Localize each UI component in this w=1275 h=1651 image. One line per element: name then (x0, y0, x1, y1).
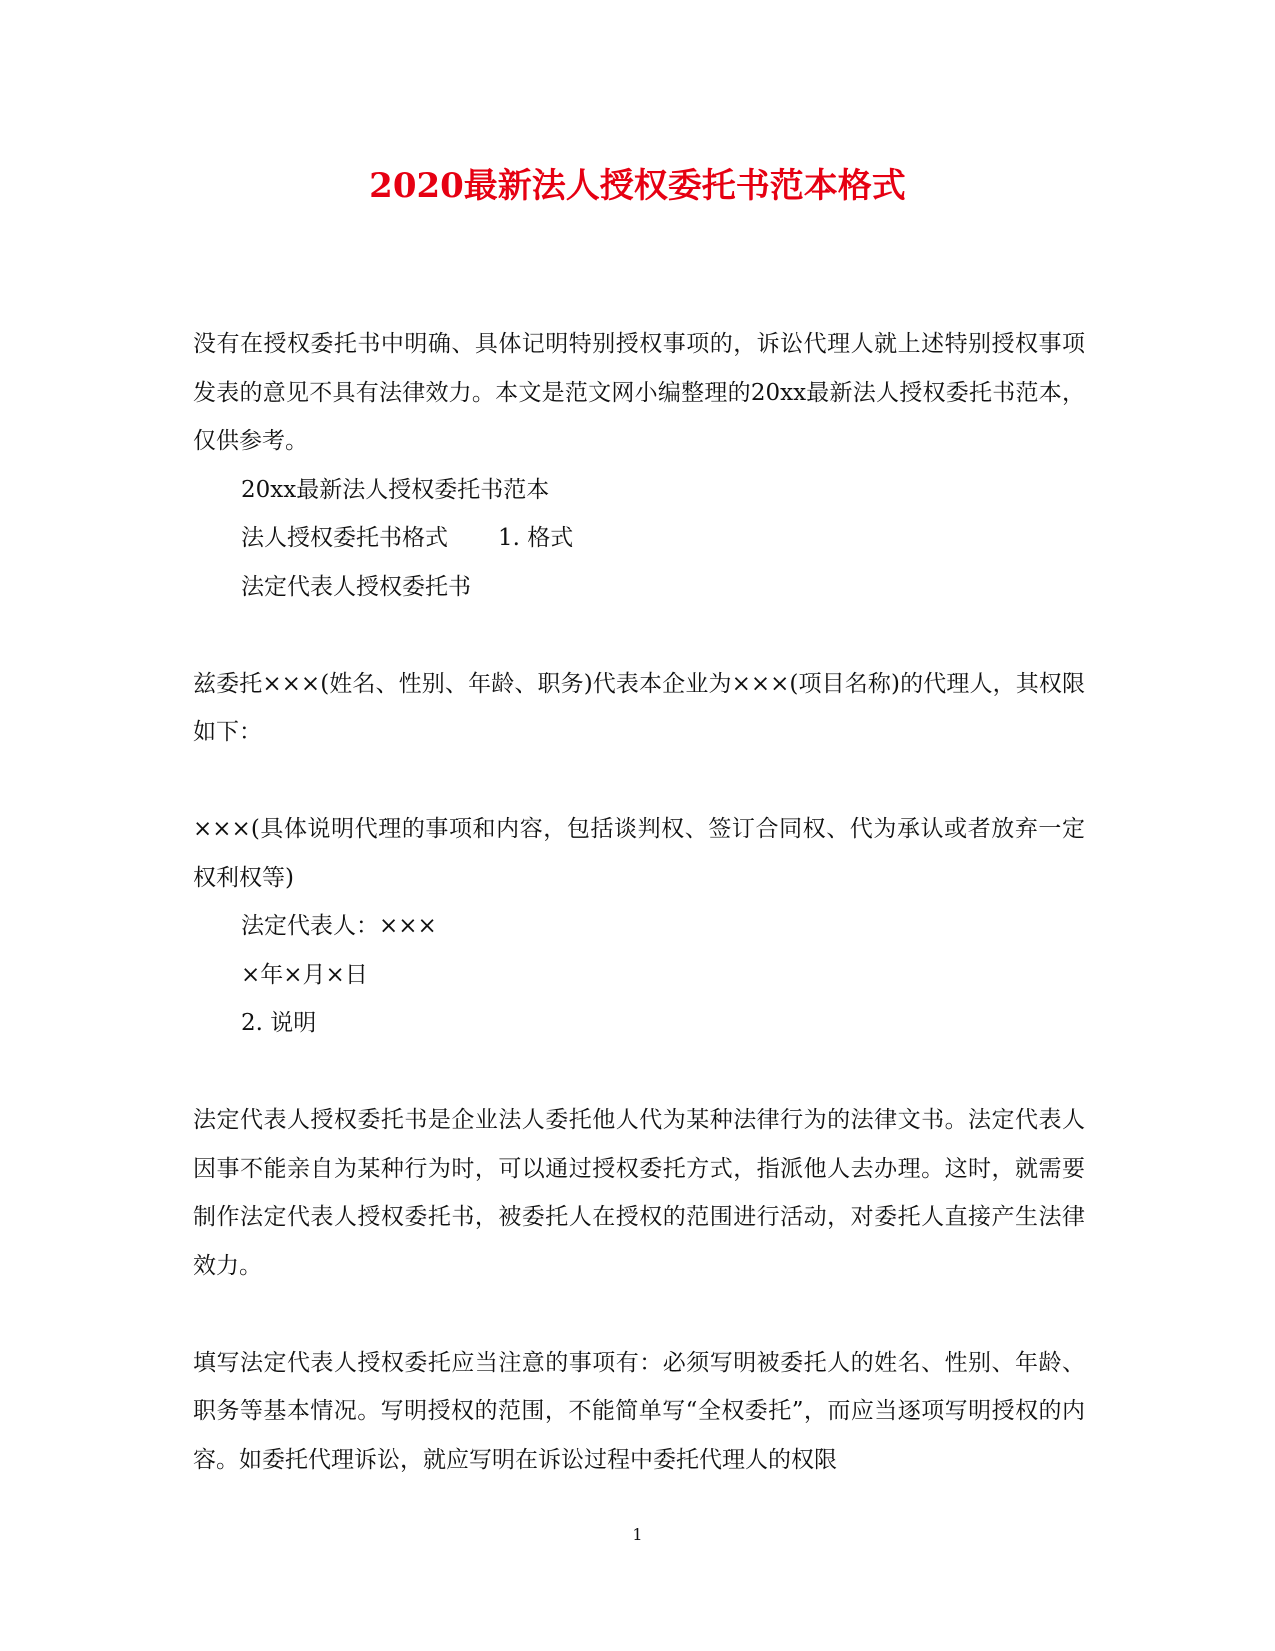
explanation-heading: 2. 说明 (241, 1010, 317, 1036)
form-title: 法定代表人授权委托书 (241, 573, 471, 600)
blank-line (193, 1290, 1085, 1339)
authorization-paragraph: 兹委托×××(姓名、性别、年龄、职务)代表本企业为×××(项目名称)的代理人，其权限如下： (193, 670, 1085, 745)
format-item-number: 1. 格式 (498, 525, 574, 551)
blank-line (193, 1048, 1085, 1097)
page-number: 1 (632, 1525, 643, 1544)
date-line: ×年×月×日 (241, 961, 368, 988)
legal-representative-line: 法定代表人：××× (241, 913, 437, 939)
scope-paragraph: ×××(具体说明代理的事项和内容，包括谈判权、签订合同权、代为承认或者放弃一定权利权等) (193, 816, 1085, 891)
notes-paragraph: 填写法定代表人授权委托应当注意的事项有：必须写明被委托人的姓名、性别、年龄、职务等基本情况。写明授权的范围，不能简单写“全权委托”，而应当逐项写明授权的内容。如委托代理诉讼，就应写明在诉讼过程中委托代理人的权限 (193, 1349, 1085, 1473)
format-line (193, 514, 1085, 563)
explanation-paragraph: 法定代表人授权委托书是企业法人委托他人代为某种法律行为的法律文书。法定代表人因事不能亲自为某种行为时，可以通过授权委托方式，指派他人去办理。这时，就需要制作法定代表人授权委托书，被委托人在授权的范围进行活动，对委托人直接产生法律效力。 (193, 1107, 1085, 1279)
blank-line (193, 757, 1085, 806)
format-heading: 法人授权委托书格式 (241, 525, 448, 551)
section-heading: 20xx最新法人授权委托书范本 (241, 476, 550, 503)
document-title: 2020最新法人授权委托书范本格式 (369, 166, 906, 206)
document-body (193, 320, 1085, 1484)
blank-line (193, 611, 1085, 660)
intro-paragraph: 没有在授权委托书中明确、具体记明特别授权事项的，诉讼代理人就上述特别授权事项发表的意见不具有法律效力。本文是范文网小编整理的20xx最新法人授权委托书范本，仅供参考。 (193, 331, 1085, 454)
